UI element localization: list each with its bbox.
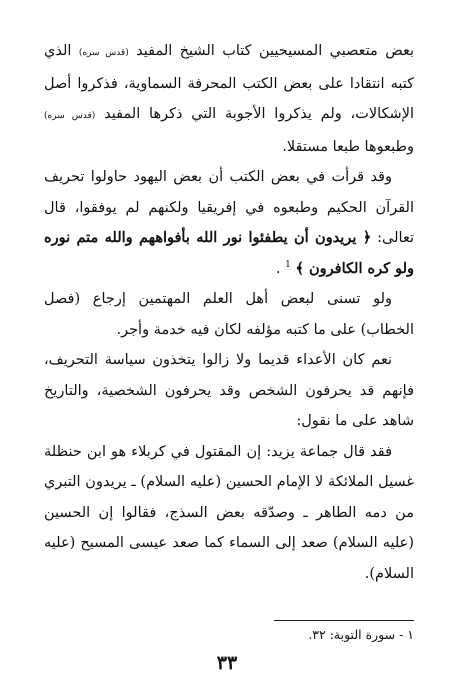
paragraph-1-text-a: بعض متعصبي المسيحيين كتاب الشيخ المفيد (128, 43, 415, 59)
quran-verse: ﴿ يريدون أن يطفئوا نور الله بأفواههم والله متم نوره ولو كره الكافرون ﴾ (44, 229, 414, 277)
paragraph-2-end: . (275, 260, 281, 277)
main-text (44, 36, 414, 589)
paragraph-1-text-b: الذي كتبه انتقادا على بعض الكتب المحرفة السماوية، فذكروا أصل الإشكالات، ولم يذكروا الأجوبة التي ذكرها المفيد (44, 43, 415, 122)
footnote-reference: 1 (285, 259, 291, 270)
paragraph-4 (44, 345, 414, 437)
paragraph-3-text: ولو تسنى لبعض أهل العلم المهتمين إرجاع (فصل الخطاب) على ما كتبه مؤلفه لكان فيه خدمة وأجر. (44, 291, 414, 338)
paragraph-1-text-c: وطبعوها طبعا مستقلا. (282, 138, 414, 155)
paragraph-2 (44, 162, 414, 284)
paragraph-3 (44, 284, 414, 345)
paragraph-4-text: نعم كان الأعداء قديما ولا زالوا يتخذون سياسة التحريف، فإنهم قد يحرفون الشخص وقد يحرفون الشخصية، والتاريخ شاهد على ما نقول: (44, 352, 414, 429)
paragraph-5 (44, 437, 414, 590)
paragraph-1 (44, 36, 414, 162)
paragraph-2-text: وقد قرأت في بعض الكتب أن بعض اليهود حاولوا تحريف القرآن الحكيم وطبعوه في إفريقيا ولكنهم لم يوفقوا، قال تعالى: (44, 169, 414, 246)
honorific-note-2: (قدس سره) (44, 111, 96, 121)
footnote-divider (274, 620, 414, 621)
paragraph-5-text: فقد قال جماعة يزيد: إن المقتول في كربلاء هو ابن حنظلة غسيل الملائكة لا الإمام الحسين (عليه السلام) ـ يريدون التبري من دمه الطاهر ـ وصدّقه بعض السذج، فقالوا إن الحسين (عليه السلام) صعد إلى السماء كما صعد عيسى المسيح (عليه السلام). (44, 443, 414, 582)
footnote: ١ - سورة التوبة: ٣٢. (308, 627, 414, 642)
page-number: ٣٣ (216, 652, 238, 674)
honorific-note-1: (قدس سره) (78, 48, 129, 58)
